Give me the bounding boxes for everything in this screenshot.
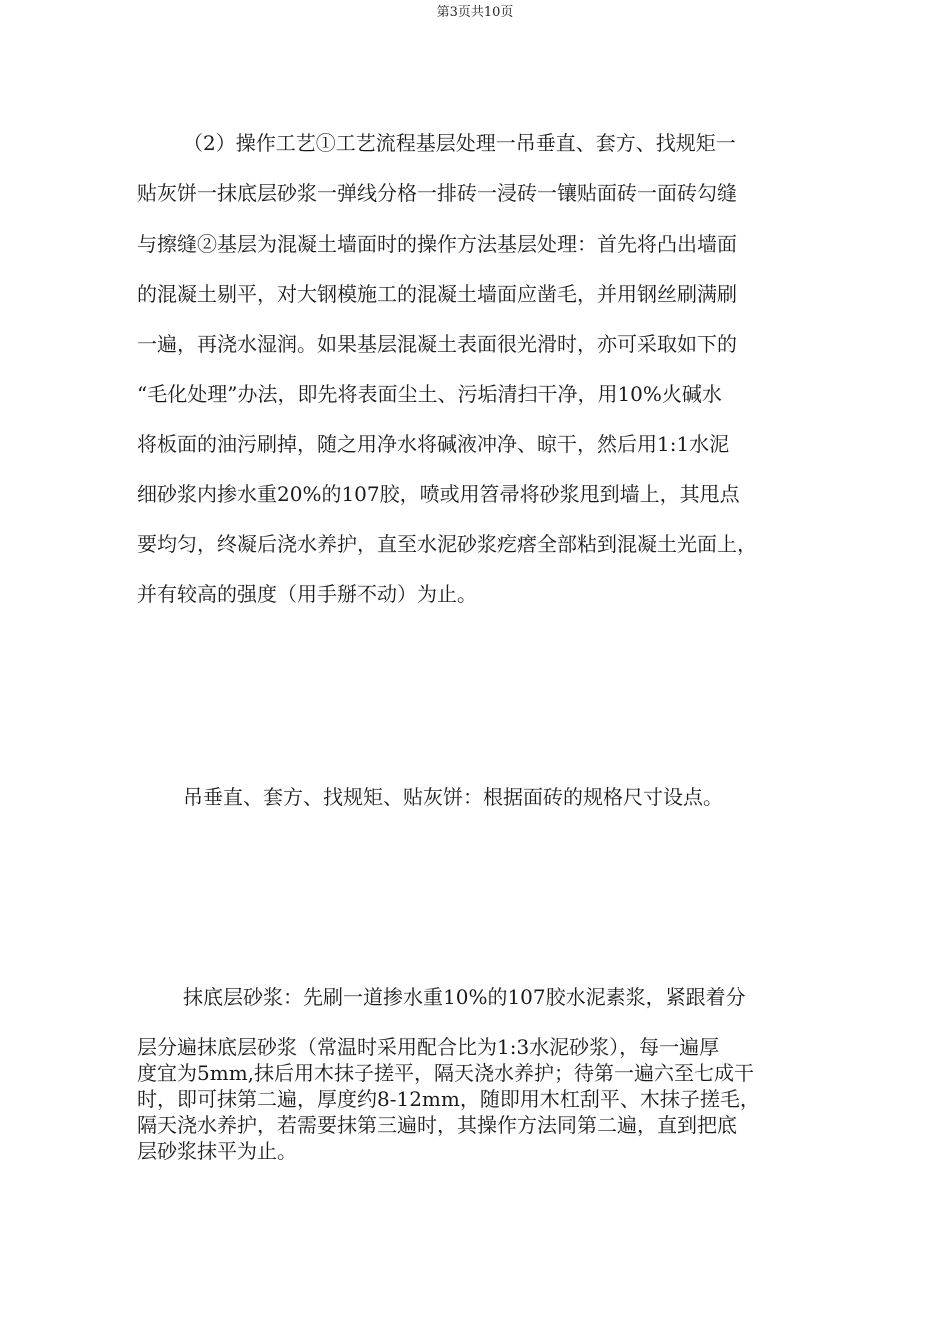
paragraph3-line-1: 层分遍抹底层砂浆（常温时采用配合比为1:3水泥砂浆），每一遍厚 — [137, 1035, 720, 1059]
paragraph1-line-4: 的混凝土剔平，对大钢模施工的混凝土墙面应凿毛，并用钢丝刷满刷 — [137, 282, 737, 306]
paragraph1-line-6: “毛化处理”办法，即先将表面尘土、污垢清扫干净，用10%火碱水 — [137, 382, 722, 406]
paragraph1-line-8: 细砂浆内掺水重20%的107胶，喷或用笤帚将砂浆甩到墙上，其甩点 — [137, 482, 740, 506]
paragraph1-line-10: 并有较高的强度（用手掰不动）为止。 — [137, 582, 477, 606]
paragraph3-line-2: 度宜为5mm,抹后用木抹子搓平，隔天浇水养护；待第一遍六至七成干 — [137, 1061, 755, 1085]
paragraph1-line-9: 要均匀，终凝后浇水养护，直至水泥砂浆疙瘩全部粘到混凝土光面上， — [137, 532, 757, 556]
paragraph1-line-5: 一遍，再浇水湿润。如果基层混凝土表面很光滑时，亦可采取如下的 — [137, 332, 737, 356]
paragraph1-line-1: （2）操作工艺①工艺流程基层处理一吊垂直、套方、找规矩一 — [183, 131, 736, 155]
paragraph2-text: 吊垂直、套方、找规矩、贴灰饼：根据面砖的规格尺寸设点。 — [183, 785, 723, 809]
paragraph1-line-3: 与擦缝②基层为混凝土墙面时的操作方法基层处理：首先将凸出墙面 — [137, 232, 737, 256]
paragraph1-line-7: 将板面的油污刷掉，随之用净水将碱液冲净、晾干，然后用1:1水泥 — [137, 432, 730, 456]
paragraph3-line-4: 隔天浇水养护，若需要抹第三遍时，其操作方法同第二遍，直到把底 — [137, 1113, 737, 1137]
paragraph3-line-5: 层砂浆抹平为止。 — [137, 1139, 297, 1163]
paragraph3-first-line: 抹底层砂浆：先刷一道掺水重10%的107胶水泥素浆，紧跟着分 — [183, 985, 746, 1009]
paragraph1-line-2: 贴灰饼一抹底层砂浆一弹线分格一排砖一浸砖一镶贴面砖一面砖勾缝 — [137, 181, 737, 205]
paragraph3-line-3: 时，即可抹第二遍，厚度约8-12mm，随即用木杠刮平、木抹子搓毛， — [137, 1087, 760, 1111]
page-indicator: 第3页共10页 — [436, 5, 514, 20]
